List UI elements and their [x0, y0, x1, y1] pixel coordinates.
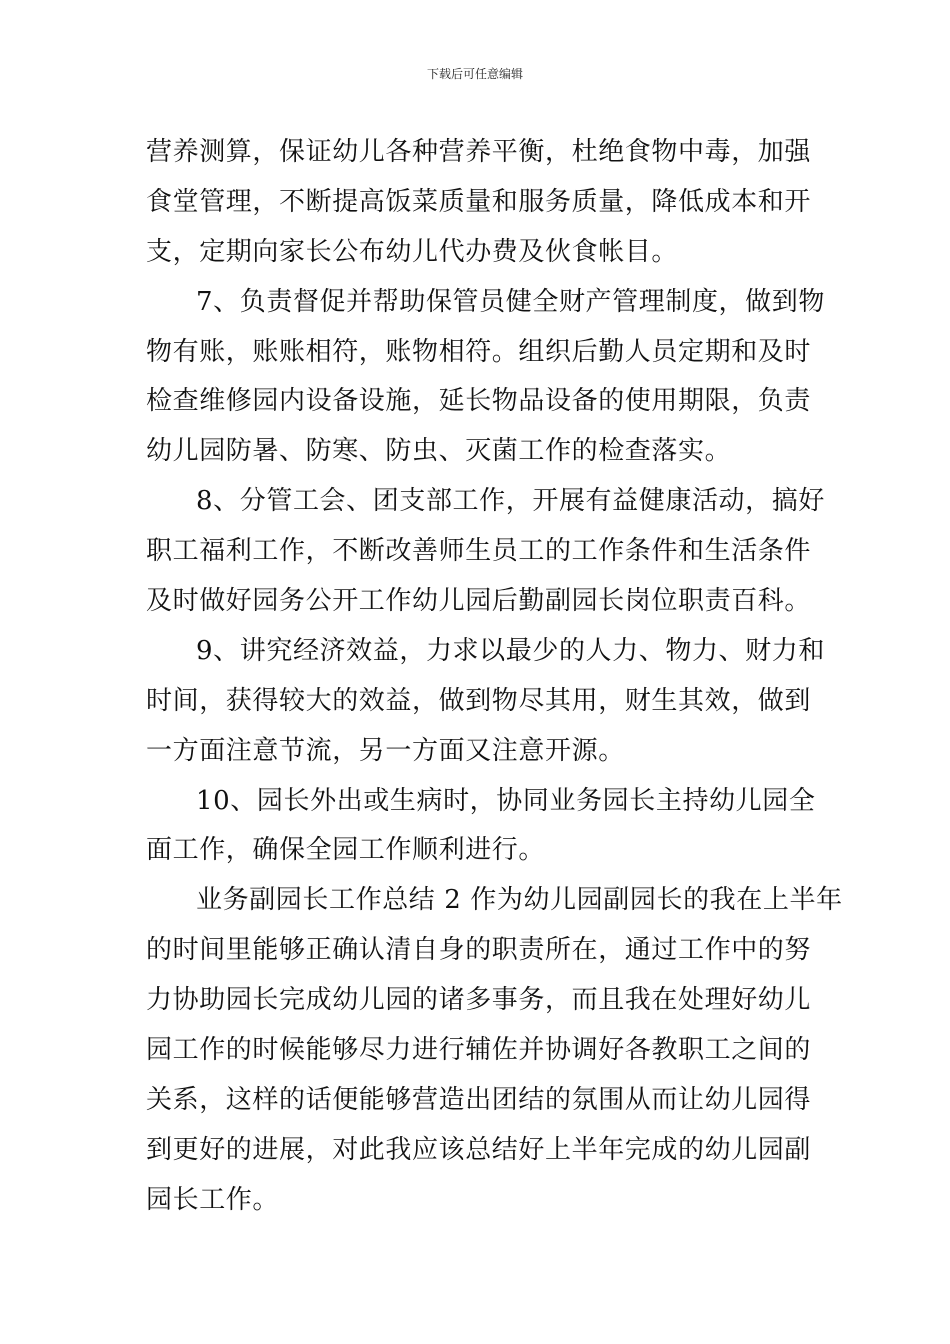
- paragraph-item-9: [146, 627, 825, 777]
- paragraph-item-7: [146, 278, 825, 478]
- paragraph-item-8: [146, 477, 825, 627]
- paragraph-item-10: [146, 777, 814, 877]
- text-line: 力协助园长完成幼儿园的诸多事务，而且我在处理好幼儿: [146, 985, 812, 1016]
- text-line: 时间，获得较大的效益，做到物尽其用，财生其效，做到: [146, 685, 812, 716]
- text-line: 职工福利工作，不断改善师生员工的工作条件和生活条件: [146, 536, 812, 567]
- text-line: 食堂管理，不断提高饭菜质量和服务质量，降低成本和开: [146, 186, 812, 217]
- text-line: 检查维修园内设备设施，延长物品设备的使用期限，负责: [146, 386, 812, 417]
- text-line: 及时做好园务公开工作幼儿园后勤副园长岗位职责百科。: [146, 586, 812, 617]
- text-line: 到更好的进展，对此我应该总结好上半年完成的幼儿园副: [146, 1134, 812, 1165]
- text-line: 营养测算，保证幼儿各种营养平衡，杜绝食物中毒，加强: [146, 137, 812, 167]
- text-line: 支，定期向家长公布幼儿代办费及伙食帐目。: [146, 236, 679, 267]
- text-line: 一方面注意节流，另一方面又注意开源。: [146, 735, 625, 766]
- text-line: 7、负责督促并帮助保管员健全财产管理制度，做到物: [196, 286, 825, 317]
- text-line: 幼儿园防暑、防寒、防虫、灭菌工作的检查落实。: [146, 436, 732, 467]
- document-body: [146, 128, 843, 1226]
- paragraph-summary-2: [146, 876, 843, 1225]
- paragraph-canteen: [146, 128, 814, 278]
- text-line: 园长工作。: [146, 1184, 280, 1215]
- text-line: 的时间里能够正确认清自身的职责所在，通过工作中的努: [146, 935, 812, 966]
- text-line: 10、园长外出或生病时，协同业务园长主持幼儿园全: [196, 785, 816, 816]
- text-line: 园工作的时候能够尽力进行辅佐并协调好各教职工之间的: [146, 1035, 812, 1066]
- text-line: 物有账，账账相符，账物相符。组织后勤人员定期和及时: [146, 336, 812, 367]
- text-line: 关系，这样的话便能够营造出团结的氛围从而让幼儿园得: [146, 1084, 812, 1115]
- page-header: [0, 66, 950, 82]
- text-line: 9、讲究经济效益，力求以最少的人力、物力、财力和: [196, 635, 825, 666]
- text-line: 业务副园长工作总结 2 作为幼儿园副园长的我在上半年: [196, 885, 843, 916]
- text-line: 8、分管工会、团支部工作，开展有益健康活动，搞好: [196, 486, 825, 517]
- text-line: 面工作，确保全园工作顺利进行。: [146, 835, 546, 866]
- header-text: 下载后可任意编辑: [426, 67, 523, 81]
